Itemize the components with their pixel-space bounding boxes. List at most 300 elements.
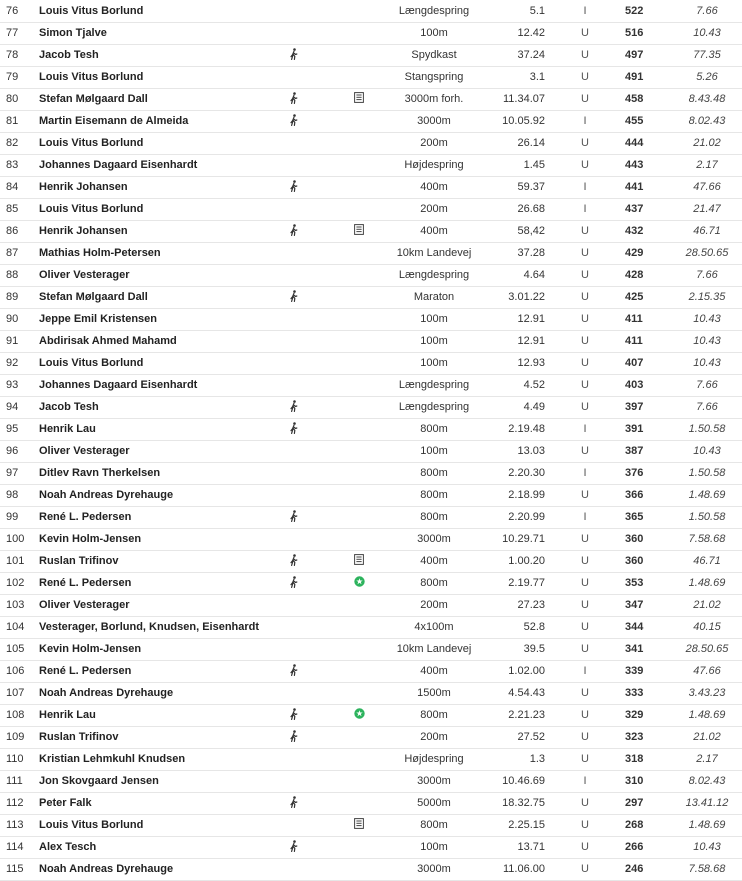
table-row	[0, 198, 742, 220]
points-cell: 353	[625, 577, 644, 589]
document-icon[interactable]	[354, 818, 364, 832]
event-cell: 3000m	[417, 533, 451, 545]
status-cell	[354, 220, 389, 242]
walker-cell	[289, 704, 354, 726]
event-cell: 400m	[420, 225, 448, 237]
performance-cell: 11.34.07	[502, 93, 545, 105]
walker-cell	[289, 462, 354, 484]
indoor-outdoor-cell: I	[583, 775, 587, 787]
points-cell: 266	[625, 841, 644, 853]
reference-cell: 3.43.23	[688, 687, 726, 699]
athlete-name: Noah Andreas Dyrehauge	[39, 687, 174, 699]
performance-cell: 2.20.99	[508, 511, 545, 523]
table-row	[0, 572, 742, 594]
table-row	[0, 704, 742, 726]
indoor-outdoor-cell: I	[583, 181, 587, 193]
event-cell: 5000m	[417, 797, 451, 809]
performance-cell: 10.29.71	[502, 533, 545, 545]
table-row	[0, 528, 742, 550]
green-star-icon	[354, 708, 365, 722]
walker-cell	[289, 330, 354, 352]
event-cell: 200m	[420, 599, 448, 611]
rank-cell: 108	[6, 709, 25, 721]
indoor-outdoor-cell: U	[581, 709, 589, 721]
event-cell: 100m	[420, 445, 448, 457]
table-row	[0, 374, 742, 396]
rank-cell: 114	[6, 841, 24, 853]
event-cell: Længdespring	[398, 379, 470, 391]
table-row	[0, 176, 742, 198]
table-row	[0, 44, 742, 66]
athlete-name: Jon Skovgaard Jensen	[39, 775, 159, 787]
reference-cell: 47.66	[693, 181, 721, 193]
indoor-outdoor-cell: U	[581, 71, 589, 83]
table-row	[0, 22, 742, 44]
rank-cell: 110	[6, 753, 24, 765]
performance-cell: 11.06.00	[502, 863, 545, 875]
indoor-outdoor-cell: U	[581, 863, 589, 875]
indoor-outdoor-cell: U	[581, 291, 589, 303]
indoor-outdoor-cell: U	[581, 599, 589, 611]
performance-cell: 12.42	[517, 27, 545, 39]
athlete-name: Jacob Tesh	[39, 401, 99, 413]
table-row	[0, 770, 742, 792]
indoor-outdoor-cell: U	[581, 489, 589, 501]
points-cell: 366	[625, 489, 644, 501]
table-row	[0, 110, 742, 132]
table-row	[0, 638, 742, 660]
status-cell	[354, 66, 389, 88]
event-cell: 800m	[420, 577, 448, 589]
person-walking-icon	[289, 840, 299, 855]
person-walking-icon	[289, 224, 299, 239]
person-walking-icon	[289, 708, 299, 723]
rank-cell: 95	[6, 423, 19, 435]
points-cell: 360	[625, 533, 644, 545]
status-cell	[354, 22, 389, 44]
table-row	[0, 792, 742, 814]
indoor-outdoor-cell: I	[583, 665, 587, 677]
athlete-name: Oliver Vesterager	[39, 269, 130, 281]
walker-cell	[289, 374, 354, 396]
rank-cell: 112	[6, 797, 24, 809]
points-cell: 360	[625, 555, 644, 567]
reference-cell: 7.66	[696, 269, 718, 281]
status-cell	[354, 440, 389, 462]
performance-cell: 13.03	[517, 445, 545, 457]
status-cell	[354, 792, 389, 814]
table-row	[0, 154, 742, 176]
reference-cell: 46.71	[693, 225, 721, 237]
indoor-outdoor-cell: U	[581, 225, 589, 237]
rank-cell: 86	[6, 225, 19, 237]
person-walking-icon	[289, 510, 299, 525]
status-cell	[354, 330, 389, 352]
walker-cell	[289, 22, 354, 44]
performance-cell: 2.25.15	[508, 819, 545, 831]
table-row	[0, 396, 742, 418]
walker-cell	[289, 88, 354, 110]
indoor-outdoor-cell: I	[583, 511, 587, 523]
indoor-outdoor-cell: U	[581, 643, 589, 655]
table-row	[0, 814, 742, 836]
points-cell: 397	[625, 401, 644, 413]
performance-cell: 2.21.23	[508, 709, 545, 721]
event-cell: 400m	[420, 665, 448, 677]
points-cell: 318	[625, 753, 644, 765]
points-cell: 443	[625, 159, 644, 171]
walker-cell	[289, 616, 354, 638]
athlete-name: Louis Vitus Borlund	[39, 819, 144, 831]
status-cell	[354, 770, 389, 792]
reference-cell: 8.02.43	[688, 775, 726, 787]
reference-cell: 10.43	[693, 335, 721, 347]
status-cell	[354, 176, 389, 198]
indoor-outdoor-cell: U	[581, 137, 589, 149]
rank-cell: 111	[6, 775, 23, 787]
table-row	[0, 132, 742, 154]
indoor-outdoor-cell: U	[581, 687, 589, 699]
points-cell: 429	[625, 247, 644, 259]
athlete-name: Johannes Dagaard Eisenhardt	[39, 159, 198, 171]
reference-cell: 28.50.65	[685, 643, 729, 655]
rank-cell: 82	[6, 137, 19, 149]
athlete-name: Kevin Holm-Jensen	[39, 533, 142, 545]
rank-cell: 79	[6, 71, 19, 83]
event-cell: 10km Landevej	[396, 643, 472, 655]
event-cell: 3000m	[417, 863, 451, 875]
performance-cell: 1.3	[529, 753, 545, 765]
indoor-outdoor-cell: U	[581, 841, 589, 853]
rank-cell: 98	[6, 489, 19, 501]
points-cell: 444	[625, 137, 644, 149]
reference-cell: 7.66	[696, 4, 718, 17]
table-row	[0, 550, 742, 572]
rank-cell: 94	[6, 401, 19, 413]
walker-cell	[289, 44, 354, 66]
walker-cell	[289, 110, 354, 132]
walker-cell	[289, 506, 354, 528]
points-cell: 403	[625, 379, 644, 391]
walker-cell	[289, 836, 354, 858]
status-cell	[354, 286, 389, 308]
athlete-name: Abdirisak Ahmed Mahamd	[39, 335, 177, 347]
person-walking-icon	[289, 422, 299, 437]
reference-cell: 10.43	[693, 841, 721, 853]
status-cell	[354, 748, 389, 770]
walker-cell	[289, 638, 354, 660]
athlete-name: Stefan Mølgaard Dall	[39, 291, 148, 303]
points-cell: 365	[625, 511, 644, 523]
reference-cell: 1.48.69	[688, 489, 726, 501]
rank-cell: 106	[6, 665, 25, 677]
indoor-outdoor-cell: U	[581, 313, 589, 325]
rank-cell: 90	[6, 313, 19, 325]
performance-cell: 5.1	[529, 4, 545, 17]
table-row	[0, 220, 742, 242]
status-cell	[354, 638, 389, 660]
rank-cell: 81	[6, 115, 19, 127]
performance-cell: 10.46.69	[502, 775, 545, 787]
rank-cell: 103	[6, 599, 25, 611]
reference-cell: 1.48.69	[688, 577, 726, 589]
walker-cell	[289, 220, 354, 242]
indoor-outdoor-cell: I	[583, 4, 587, 17]
athlete-name: Ruslan Trifinov	[39, 555, 119, 567]
indoor-outdoor-cell: U	[581, 269, 589, 281]
status-cell	[354, 110, 389, 132]
rank-cell: 80	[6, 93, 19, 105]
rank-cell: 76	[6, 4, 19, 17]
event-cell: 400m	[420, 181, 448, 193]
status-cell	[354, 528, 389, 550]
status-cell	[354, 814, 389, 836]
document-icon[interactable]	[354, 92, 364, 106]
athlete-name: Henrik Johansen	[39, 225, 128, 237]
walker-cell	[289, 550, 354, 572]
reference-cell: 1.48.69	[688, 709, 726, 721]
performance-cell: 26.14	[517, 137, 545, 149]
indoor-outdoor-cell: I	[583, 115, 587, 127]
reference-cell: 7.66	[696, 401, 718, 413]
indoor-outdoor-cell: U	[581, 49, 589, 61]
rank-cell: 87	[6, 247, 19, 259]
person-walking-icon	[289, 180, 299, 195]
reference-cell: 1.50.58	[688, 423, 726, 435]
athlete-name: Vesterager, Borlund, Knudsen, Eisenhardt	[39, 621, 260, 633]
table-row	[0, 484, 742, 506]
person-walking-icon	[289, 92, 299, 107]
table-row	[0, 286, 742, 308]
points-cell: 516	[625, 27, 644, 39]
table-row	[0, 0, 742, 22]
rank-cell: 84	[6, 181, 19, 193]
reference-cell: 28.50.65	[685, 247, 729, 259]
reference-cell: 7.66	[696, 379, 718, 391]
performance-cell: 1.45	[523, 159, 545, 171]
athlete-name: Kristian Lehmkuhl Knudsen	[39, 753, 186, 765]
points-cell: 441	[625, 181, 644, 193]
walker-cell	[289, 418, 354, 440]
points-cell: 310	[625, 775, 644, 787]
status-cell	[354, 506, 389, 528]
event-cell: 100m	[420, 841, 448, 853]
table-row	[0, 506, 742, 528]
walker-cell	[289, 396, 354, 418]
points-cell: 411	[625, 313, 643, 325]
event-cell: 200m	[420, 137, 448, 149]
table-row	[0, 242, 742, 264]
status-cell	[354, 572, 389, 594]
points-cell: 347	[625, 599, 644, 611]
rank-cell: 78	[6, 49, 19, 61]
performance-cell: 1.02.00	[508, 665, 545, 677]
walker-cell	[289, 748, 354, 770]
walker-cell	[289, 132, 354, 154]
event-cell: Maraton	[413, 291, 455, 303]
person-walking-icon	[289, 114, 299, 129]
status-cell	[354, 462, 389, 484]
performance-cell: 1.00.20	[508, 555, 545, 567]
walker-cell	[289, 286, 354, 308]
table-row	[0, 462, 742, 484]
status-cell	[354, 308, 389, 330]
walker-cell	[289, 264, 354, 286]
event-cell: Højdespring	[404, 159, 464, 171]
event-cell: Spydkast	[411, 49, 457, 61]
performance-cell: 13.71	[517, 841, 545, 853]
status-cell	[354, 704, 389, 726]
reference-cell: 10.43	[693, 357, 721, 369]
reference-cell: 21.02	[693, 599, 721, 611]
athlete-name: Ditlev Ravn Therkelsen	[39, 467, 161, 479]
document-icon[interactable]	[354, 224, 364, 238]
event-cell: 100m	[420, 27, 448, 39]
table-row	[0, 418, 742, 440]
performance-cell: 26.68	[517, 203, 545, 215]
walker-cell	[289, 726, 354, 748]
table-row	[0, 88, 742, 110]
table-row	[0, 682, 742, 704]
indoor-outdoor-cell: U	[581, 445, 589, 457]
walker-cell	[289, 66, 354, 88]
walker-cell	[289, 770, 354, 792]
athlete-name: René L. Pedersen	[39, 665, 132, 677]
points-cell: 376	[625, 467, 644, 479]
walker-cell	[289, 154, 354, 176]
walker-cell	[289, 682, 354, 704]
performance-cell: 10.05.92	[502, 115, 545, 127]
status-cell	[354, 374, 389, 396]
reference-cell: 47.66	[693, 665, 721, 677]
points-cell: 428	[625, 269, 644, 281]
event-cell: 100m	[420, 335, 448, 347]
rank-cell: 113	[6, 819, 24, 831]
table-row	[0, 440, 742, 462]
performance-cell: 27.52	[517, 731, 545, 743]
athlete-name: Ruslan Trifinov	[39, 731, 119, 743]
reference-cell: 1.48.69	[688, 819, 726, 831]
performance-cell: 12.91	[517, 335, 545, 347]
status-cell	[354, 484, 389, 506]
performance-cell: 37.24	[517, 49, 545, 61]
reference-cell: 77.35	[693, 49, 721, 61]
points-cell: 297	[625, 797, 644, 809]
status-cell	[354, 396, 389, 418]
reference-cell: 46.71	[693, 555, 721, 567]
athlete-name: Kevin Holm-Jensen	[39, 643, 142, 655]
athlete-name: Noah Andreas Dyrehauge	[39, 863, 174, 875]
person-walking-icon	[289, 576, 299, 591]
points-cell: 458	[625, 93, 644, 105]
status-cell	[354, 616, 389, 638]
person-walking-icon	[289, 730, 299, 745]
status-cell	[354, 132, 389, 154]
athlete-name: Jeppe Emil Kristensen	[39, 313, 157, 325]
performance-cell: 58,42	[517, 225, 545, 237]
performance-cell: 4.64	[523, 269, 545, 281]
athlete-name: Henrik Lau	[39, 423, 96, 435]
reference-cell: 21.02	[693, 731, 721, 743]
reference-cell: 40.15	[693, 621, 721, 633]
reference-cell: 1.50.58	[688, 467, 726, 479]
event-cell: 800m	[420, 819, 448, 831]
indoor-outdoor-cell: U	[581, 379, 589, 391]
rank-cell: 97	[6, 467, 19, 479]
table-row	[0, 330, 742, 352]
event-cell: 200m	[420, 203, 448, 215]
performance-cell: 18.32.75	[502, 797, 545, 809]
athlete-name: Louis Vitus Borlund	[39, 357, 144, 369]
athlete-name: Mathias Holm-Petersen	[39, 247, 161, 259]
event-cell: 800m	[420, 709, 448, 721]
reference-cell: 5.26	[696, 71, 718, 83]
event-cell: 800m	[420, 423, 448, 435]
performance-cell: 2.18.99	[508, 489, 545, 501]
athlete-name: Henrik Johansen	[39, 181, 128, 193]
walker-cell	[289, 198, 354, 220]
indoor-outdoor-cell: U	[581, 27, 589, 39]
walker-cell	[289, 308, 354, 330]
reference-cell: 7.58.68	[688, 863, 726, 875]
walker-cell	[289, 528, 354, 550]
table-row	[0, 264, 742, 286]
person-walking-icon	[289, 796, 299, 811]
athlete-name: Oliver Vesterager	[39, 445, 130, 457]
indoor-outdoor-cell: U	[581, 797, 589, 809]
status-cell	[354, 44, 389, 66]
points-cell: 497	[625, 49, 644, 61]
performance-cell: 59.37	[517, 181, 545, 193]
reference-cell: 2.17	[696, 159, 718, 171]
person-walking-icon	[289, 554, 299, 569]
points-cell: 339	[625, 665, 644, 677]
walker-cell	[289, 660, 354, 682]
indoor-outdoor-cell: U	[581, 731, 589, 743]
indoor-outdoor-cell: U	[581, 401, 589, 413]
document-icon[interactable]	[354, 554, 364, 568]
athlete-name: Louis Vitus Borlund	[39, 71, 144, 83]
reference-cell: 8.02.43	[688, 115, 726, 127]
indoor-outdoor-cell: U	[581, 621, 589, 633]
points-cell: 344	[625, 621, 644, 633]
event-cell: 800m	[420, 511, 448, 523]
status-cell	[354, 242, 389, 264]
event-cell: 400m	[420, 555, 448, 567]
indoor-outdoor-cell: U	[581, 357, 589, 369]
points-cell: 407	[625, 357, 644, 369]
reference-cell: 10.43	[693, 27, 721, 39]
event-cell: 3000m forh.	[404, 93, 464, 105]
indoor-outdoor-cell: I	[583, 467, 587, 479]
green-star-icon	[354, 576, 365, 590]
status-cell	[354, 88, 389, 110]
performance-cell: 4.49	[523, 401, 545, 413]
athlete-name: Louis Vitus Borlund	[39, 4, 144, 17]
performance-cell: 4.54.43	[508, 687, 545, 699]
performance-cell: 37.28	[517, 247, 545, 259]
points-cell: 391	[625, 423, 644, 435]
athlete-name: René L. Pedersen	[39, 511, 132, 523]
status-cell	[354, 0, 389, 22]
rank-cell: 100	[6, 533, 25, 545]
rank-cell: 102	[6, 577, 25, 589]
reference-cell: 2.17	[696, 753, 718, 765]
athlete-name: Johannes Dagaard Eisenhardt	[39, 379, 198, 391]
status-cell	[354, 836, 389, 858]
person-walking-icon	[289, 290, 299, 305]
indoor-outdoor-cell: U	[581, 159, 589, 171]
